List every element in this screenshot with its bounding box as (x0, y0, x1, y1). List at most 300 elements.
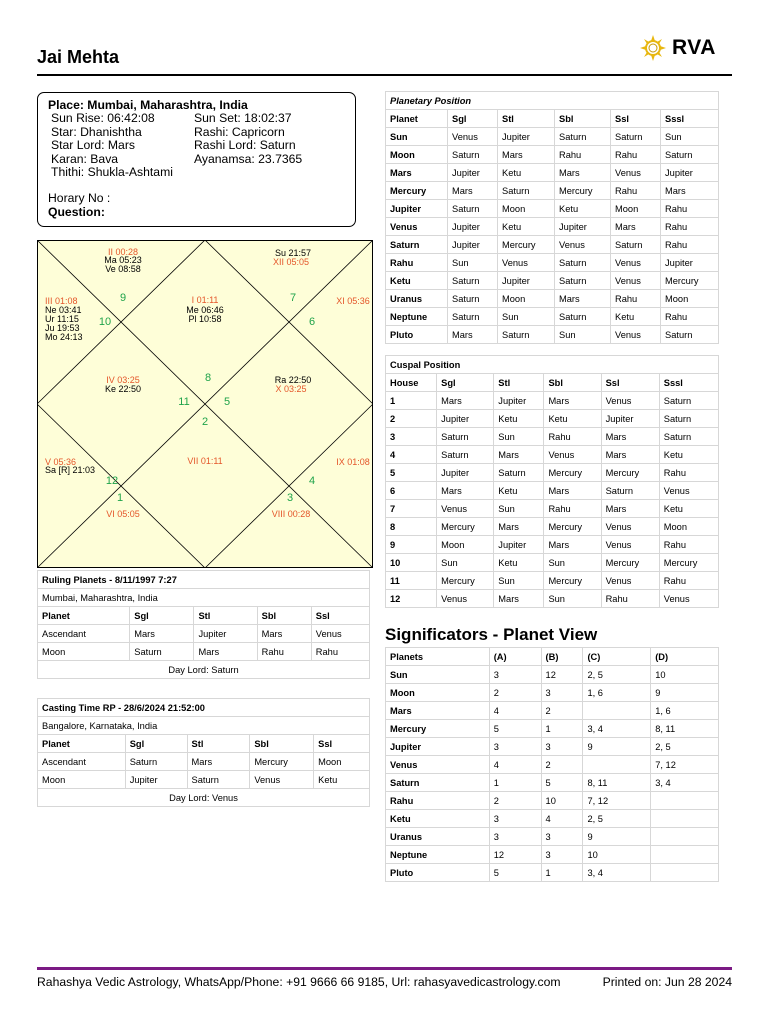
significators-header-cell: Planets (386, 648, 490, 666)
planetary-cell: Jupiter (661, 254, 719, 272)
planetary-cell: Jupiter (386, 200, 448, 218)
planetary-cell: Mars (555, 164, 611, 182)
significators-cell: 3 (541, 828, 583, 846)
cuspal-cell: Rahu (659, 572, 718, 590)
casting-cell: Saturn (125, 753, 187, 771)
casting-cell: Moon (38, 771, 126, 789)
planetary-cell: Saturn (555, 272, 611, 290)
planetary-cell: Saturn (448, 146, 498, 164)
sign-number-label: 11 (178, 396, 190, 408)
significators-cell: 4 (541, 810, 583, 828)
cuspal-cell: Ketu (494, 554, 544, 572)
cuspal-cell: Ketu (544, 410, 601, 428)
cuspal-cell: Mars (544, 392, 601, 410)
planet-position-label: Ve 08:58 (105, 264, 141, 274)
cuspal-cell: Rahu (659, 464, 718, 482)
cuspal-cell: Saturn (437, 428, 494, 446)
casting-header-cell: Planet (38, 735, 126, 753)
casting-cell: Ketu (314, 771, 370, 789)
cuspal-row (386, 554, 719, 572)
ruling-cell: Jupiter (194, 625, 257, 643)
house-sign-label: VI 05:05 (106, 509, 140, 519)
cuspal-cell: 4 (386, 446, 437, 464)
cuspal-header-cell: Ssl (601, 374, 659, 392)
ruling-title: Ruling Planets - 8/11/1997 7:27 (38, 571, 370, 589)
cuspal-cell: Venus (659, 590, 718, 608)
significators-header-cell: (C) (583, 648, 651, 666)
planetary-row (386, 218, 719, 236)
significators-cell: Mercury (386, 720, 490, 738)
significators-cell: 1, 6 (583, 684, 651, 702)
sign-number-label: 8 (204, 372, 212, 384)
planetary-cell: Mars (661, 182, 719, 200)
ruling-cell: Mars (130, 625, 194, 643)
sign-number-label: 2 (201, 416, 209, 428)
ruling-cell: Ascendant (38, 625, 130, 643)
cuspal-cell: 9 (386, 536, 437, 554)
significators-cell: 4 (489, 756, 541, 774)
house-sign-label: V 05:36 (45, 457, 77, 467)
house-sign-label: XI 05:36 (336, 296, 370, 306)
planetary-row (386, 326, 719, 344)
cuspal-row (386, 590, 719, 608)
significators-row (386, 684, 719, 702)
significators-cell: 5 (489, 864, 541, 882)
cuspal-cell: Jupiter (494, 536, 544, 554)
cuspal-cell: Saturn (601, 482, 659, 500)
planetary-cell: Ketu (498, 164, 555, 182)
planetary-title: Planetary Position (386, 92, 719, 110)
significators-cell: 2, 5 (583, 666, 651, 684)
planetary-row (386, 128, 719, 146)
cuspal-cell: Mercury (437, 572, 494, 590)
significators-cell: 3 (541, 684, 583, 702)
planet-position-label: Ur 11:15 (45, 314, 79, 324)
significators-row (386, 810, 719, 828)
cuspal-row (386, 428, 719, 446)
ayanamsa: Ayanamsa: 23.7365 (194, 151, 303, 166)
significators-cell: 2 (489, 684, 541, 702)
significators-cell: Rahu (386, 792, 490, 810)
planetary-cell: Jupiter (555, 218, 611, 236)
cuspal-cell: Mercury (544, 572, 601, 590)
planetary-cell: Venus (611, 326, 661, 344)
cuspal-cell: Jupiter (601, 410, 659, 428)
planetary-header-cell: Planet (386, 110, 448, 128)
significators-table (385, 647, 719, 882)
significators-header-cell: (D) (651, 648, 719, 666)
significators-cell (651, 810, 719, 828)
cuspal-cell: Mercury (659, 554, 718, 572)
casting-cell: Ascendant (38, 753, 126, 771)
planetary-cell: Saturn (498, 326, 555, 344)
planetary-cell: Mercury (386, 182, 448, 200)
cuspal-row (386, 572, 719, 590)
casting-row (38, 771, 370, 789)
cuspal-cell: Jupiter (437, 410, 494, 428)
ruling-header-cell: Ssl (311, 607, 369, 625)
planetary-cell: Rahu (555, 146, 611, 164)
planet-position-label: Ju 19:53 (45, 323, 80, 333)
ruling-cell: Venus (311, 625, 369, 643)
planetary-cell: Moon (498, 290, 555, 308)
house-sign-label: VIII 00:28 (271, 509, 311, 519)
planetary-cell: Rahu (661, 200, 719, 218)
house-sign-label: III 01:08 (45, 296, 78, 306)
cuspal-cell: Venus (601, 572, 659, 590)
planetary-cell: Moon (661, 290, 719, 308)
ruling-header-cell: Stl (194, 607, 257, 625)
planetary-cell: Mars (386, 164, 448, 182)
cuspal-row (386, 446, 719, 464)
significators-cell: Mars (386, 702, 490, 720)
house-sign-label: VII 01:11 (187, 456, 223, 466)
cuspal-cell: 10 (386, 554, 437, 572)
planetary-cell: Venus (611, 164, 661, 182)
cuspal-cell: Sun (494, 572, 544, 590)
cuspal-cell: Mercury (544, 518, 601, 536)
planetary-cell: Uranus (386, 290, 448, 308)
ruling-row (38, 643, 370, 661)
house-sign-label: X 03:25 (275, 384, 307, 394)
cuspal-row (386, 392, 719, 410)
planetary-row (386, 164, 719, 182)
significators-row (386, 864, 719, 882)
significators-cell: 4 (489, 702, 541, 720)
cuspal-cell: Venus (437, 500, 494, 518)
thithi: Thithi: Shukla-Ashtami (51, 165, 173, 180)
birth-info-box (37, 92, 356, 227)
casting-header-cell: Sbl (250, 735, 314, 753)
sign-number-label: 4 (308, 475, 316, 487)
sunset: Sun Set: 18:02:37 (194, 111, 292, 125)
cuspal-cell: Sun (494, 428, 544, 446)
cuspal-cell: Sun (544, 554, 601, 572)
planetary-cell: Rahu (611, 290, 661, 308)
cuspal-cell: Mars (494, 518, 544, 536)
cuspal-cell: Mars (601, 500, 659, 518)
cuspal-header-cell: Sgl (437, 374, 494, 392)
cuspal-row (386, 482, 719, 500)
significators-cell: Neptune (386, 846, 490, 864)
planetary-cell: Saturn (448, 308, 498, 326)
cuspal-cell: Mercury (601, 464, 659, 482)
cuspal-cell: Ketu (659, 446, 718, 464)
significators-cell: 2, 5 (583, 810, 651, 828)
cuspal-cell: 12 (386, 590, 437, 608)
house-sign-label: IX 01:08 (336, 457, 370, 467)
planetary-cell: Mars (448, 182, 498, 200)
cuspal-cell: Rahu (544, 500, 601, 518)
cuspal-header-cell: Sssl (659, 374, 718, 392)
cuspal-cell: 11 (386, 572, 437, 590)
footer-printed: Printed on: Jun 28 2024 (602, 975, 732, 989)
planetary-cell: Jupiter (448, 236, 498, 254)
cuspal-cell: Sun (494, 500, 544, 518)
planetary-cell: Saturn (555, 128, 611, 146)
planetary-cell: Mercury (661, 272, 719, 290)
cuspal-cell: Jupiter (437, 464, 494, 482)
planetary-row (386, 182, 719, 200)
planetary-cell: Sun (555, 326, 611, 344)
planetary-cell: Venus (555, 236, 611, 254)
ruling-cell: Rahu (311, 643, 369, 661)
cuspal-cell: Ketu (494, 410, 544, 428)
planetary-cell: Rahu (611, 146, 661, 164)
planetary-cell: Pluto (386, 326, 448, 344)
significators-cell: 10 (583, 846, 651, 864)
cuspal-cell: Moon (437, 536, 494, 554)
sign-number-label: 9 (119, 292, 127, 304)
cuspal-cell: 7 (386, 500, 437, 518)
casting-cell: Mars (187, 753, 250, 771)
cuspal-cell: Rahu (659, 536, 718, 554)
ruling-row (38, 625, 370, 643)
planetary-cell: Saturn (661, 146, 719, 164)
significators-cell: 3 (541, 738, 583, 756)
footer-contact: Rahashya Vedic Astrology, WhatsApp/Phone: +91 9666 66 9185, Url: rahasyavedicastrology.com (37, 975, 561, 989)
significators-cell: 10 (541, 792, 583, 810)
footer (37, 975, 732, 989)
cuspal-cell: Rahu (601, 590, 659, 608)
cuspal-row (386, 410, 719, 428)
cuspal-cell: Mars (601, 446, 659, 464)
planetary-cell: Saturn (386, 236, 448, 254)
ruling-location: Mumbai, Maharashtra, India (38, 589, 370, 607)
planetary-header-cell: Sgl (448, 110, 498, 128)
significators-cell (651, 846, 719, 864)
cuspal-cell: Ketu (494, 482, 544, 500)
significators-cell: 3, 4 (583, 864, 651, 882)
significators-cell: 3 (489, 666, 541, 684)
casting-header-cell: Sgl (125, 735, 187, 753)
casting-location: Bangalore, Karnataka, India (38, 717, 370, 735)
cuspal-row (386, 464, 719, 482)
planetary-cell: Ketu (498, 218, 555, 236)
planetary-cell: Jupiter (498, 128, 555, 146)
planet-position-label: Ra 22:50 (274, 375, 312, 385)
cuspal-cell: Sun (437, 554, 494, 572)
significators-cell: 5 (541, 774, 583, 792)
planetary-cell: Moon (498, 200, 555, 218)
cuspal-row (386, 500, 719, 518)
rashi: Rashi: Capricorn (194, 124, 285, 139)
significators-cell (583, 702, 651, 720)
cuspal-cell: Mars (437, 392, 494, 410)
sign-number-label: 3 (286, 492, 294, 504)
place-label: Place: Mumbai, Maharashtra, India (48, 98, 248, 112)
significators-cell: 9 (651, 684, 719, 702)
planetary-cell: Ketu (611, 308, 661, 326)
house-sign-label: XII 05:05 (272, 257, 310, 267)
significators-cell: 3, 4 (583, 720, 651, 738)
planetary-cell: Ketu (386, 272, 448, 290)
significators-cell: 2 (541, 756, 583, 774)
cuspal-position-table (385, 355, 719, 608)
sign-number-label: 12 (105, 475, 119, 487)
planetary-cell: Saturn (448, 290, 498, 308)
significators-title: Significators - Planet View (385, 625, 598, 644)
significators-cell: Jupiter (386, 738, 490, 756)
planetary-cell: Rahu (661, 218, 719, 236)
planetary-position-table (385, 91, 719, 344)
significators-row (386, 792, 719, 810)
planetary-cell: Rahu (386, 254, 448, 272)
significators-cell: 3, 4 (651, 774, 719, 792)
cuspal-cell: 2 (386, 410, 437, 428)
significators-row (386, 702, 719, 720)
significators-row (386, 666, 719, 684)
sunrise: Sun Rise: 06:42:08 (51, 111, 155, 125)
cuspal-cell: 3 (386, 428, 437, 446)
logo-text: RVA (672, 36, 716, 59)
cuspal-cell: Mercury (601, 554, 659, 572)
planetary-cell: Saturn (448, 200, 498, 218)
planet-position-label: Me 06:46 (186, 305, 224, 315)
ruling-cell: Mars (194, 643, 257, 661)
planetary-cell: Venus (611, 254, 661, 272)
significators-row (386, 828, 719, 846)
planetary-header-cell: Sbl (555, 110, 611, 128)
sign-number-label: 1 (116, 492, 124, 504)
significators-cell: 1 (541, 864, 583, 882)
house-sign-label: IV 03:25 (106, 375, 140, 385)
sign-number-label: 7 (289, 292, 297, 304)
significators-cell: 7, 12 (583, 792, 651, 810)
planetary-cell: Venus (611, 272, 661, 290)
significators-cell: 5 (489, 720, 541, 738)
person-name: Jai Mehta (37, 47, 120, 67)
cuspal-row (386, 518, 719, 536)
planetary-cell: Jupiter (498, 272, 555, 290)
planetary-cell: Sun (386, 128, 448, 146)
significators-row (386, 774, 719, 792)
star-lord: Star Lord: Mars (51, 138, 135, 153)
sign-number-label: 10 (98, 316, 112, 328)
significators-cell: 7, 12 (651, 756, 719, 774)
significators-cell: 9 (583, 738, 651, 756)
significators-row (386, 756, 719, 774)
planetary-header-cell: Sssl (661, 110, 719, 128)
planet-position-label: Su 21:57 (274, 248, 312, 258)
cuspal-cell: Saturn (659, 428, 718, 446)
significators-cell: Saturn (386, 774, 490, 792)
planetary-cell: Saturn (555, 254, 611, 272)
significators-cell: 3 (489, 738, 541, 756)
significators-cell: 2 (489, 792, 541, 810)
karan: Karan: Bava (51, 151, 119, 166)
planetary-cell: Venus (448, 128, 498, 146)
significators-cell: 3 (489, 810, 541, 828)
question-label: Question: (48, 204, 105, 219)
significators-cell: Sun (386, 666, 490, 684)
rashi-lord: Rashi Lord: Saturn (194, 138, 296, 153)
cuspal-cell: 8 (386, 518, 437, 536)
significators-cell: 1, 6 (651, 702, 719, 720)
planetary-cell: Saturn (498, 182, 555, 200)
ruling-cell: Moon (38, 643, 130, 661)
planet-position-label: Mo 24:13 (45, 332, 83, 342)
significators-row (386, 738, 719, 756)
planetary-row (386, 146, 719, 164)
cuspal-cell: Sun (544, 590, 601, 608)
cuspal-cell: Saturn (437, 446, 494, 464)
planetary-cell: Neptune (386, 308, 448, 326)
planet-position-label: Ke 22:50 (104, 384, 142, 394)
cuspal-cell: Moon (659, 518, 718, 536)
planet-position-label: Ne 03:41 (45, 305, 82, 315)
planetary-cell: Jupiter (448, 218, 498, 236)
planetary-cell: Sun (448, 254, 498, 272)
significators-cell: 1 (541, 720, 583, 738)
significators-cell: 12 (489, 846, 541, 864)
cuspal-cell: Venus (659, 482, 718, 500)
significators-cell: 1 (489, 774, 541, 792)
sun-logo-icon (640, 35, 666, 61)
casting-cell: Mercury (250, 753, 314, 771)
sign-number-label: 5 (223, 396, 231, 408)
cuspal-cell: Mercury (437, 518, 494, 536)
cuspal-cell: 6 (386, 482, 437, 500)
planetary-header-cell: Stl (498, 110, 555, 128)
significators-cell: 2, 5 (651, 738, 719, 756)
significators-cell: 8, 11 (651, 720, 719, 738)
cuspal-row (386, 536, 719, 554)
planetary-cell: Rahu (661, 308, 719, 326)
casting-cell: Venus (250, 771, 314, 789)
cuspal-cell: Venus (437, 590, 494, 608)
planetary-cell: Saturn (448, 272, 498, 290)
significators-header-cell: (A) (489, 648, 541, 666)
casting-row (38, 753, 370, 771)
planet-position-label: Pl 10:58 (188, 314, 222, 324)
significators-cell (651, 792, 719, 810)
significators-cell (651, 864, 719, 882)
planetary-header-cell: Ssl (611, 110, 661, 128)
cuspal-cell: Saturn (659, 392, 718, 410)
ruling-header-cell: Planet (38, 607, 130, 625)
planetary-cell: Mars (448, 326, 498, 344)
header-divider (37, 74, 732, 76)
significators-row (386, 720, 719, 738)
planetary-cell: Jupiter (448, 164, 498, 182)
casting-time-table (37, 698, 370, 807)
planetary-cell: Saturn (661, 326, 719, 344)
ruling-cell: Mars (257, 625, 311, 643)
planetary-cell: Mercury (555, 182, 611, 200)
cuspal-header-cell: Sbl (544, 374, 601, 392)
house-sign-label: II 00:28 (107, 247, 139, 257)
casting-cell: Saturn (187, 771, 250, 789)
casting-cell: Moon (314, 753, 370, 771)
rva-logo (640, 34, 730, 62)
significators-cell: Uranus (386, 828, 490, 846)
ruling-planets-table (37, 570, 370, 679)
significators-cell: Venus (386, 756, 490, 774)
star: Star: Dhanishtha (51, 124, 142, 139)
planetary-cell: Mercury (498, 236, 555, 254)
planetary-cell: Mars (555, 290, 611, 308)
cuspal-cell: Mercury (544, 464, 601, 482)
planetary-cell: Rahu (611, 182, 661, 200)
significators-cell: Pluto (386, 864, 490, 882)
significators-cell: 10 (651, 666, 719, 684)
cuspal-title: Cuspal Position (386, 356, 719, 374)
north-indian-chart (37, 240, 373, 568)
cuspal-cell: Venus (601, 518, 659, 536)
significators-cell: 2 (541, 702, 583, 720)
significators-cell (583, 756, 651, 774)
